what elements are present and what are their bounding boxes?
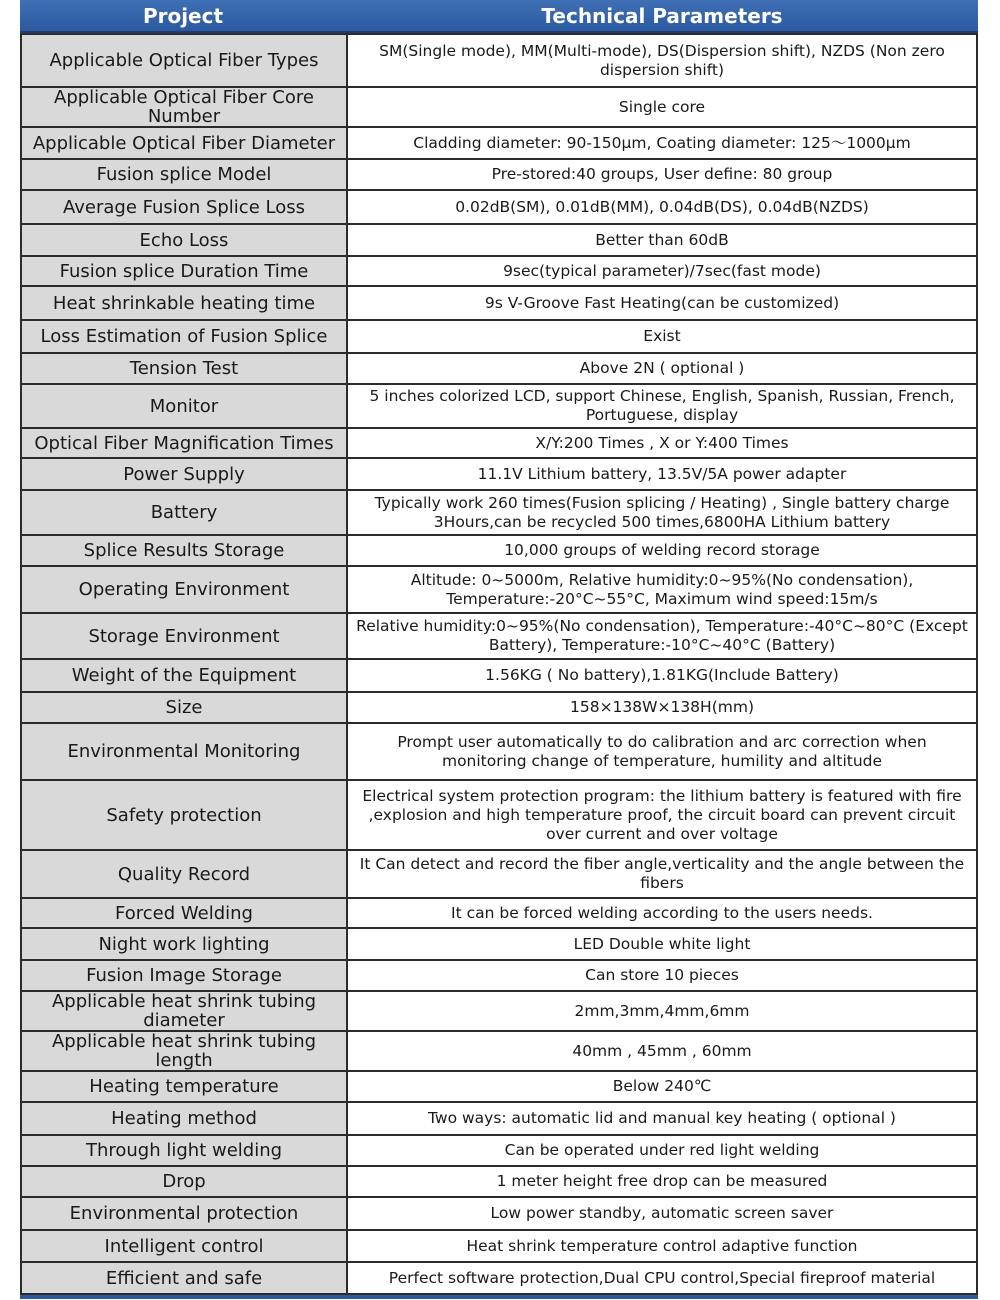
row-parameter: Forced Welding bbox=[21, 898, 347, 928]
table-row bbox=[21, 850, 977, 898]
table-row bbox=[21, 428, 977, 458]
table-row bbox=[21, 159, 977, 190]
row-parameter: Quality Record bbox=[21, 850, 347, 898]
table-row bbox=[21, 780, 977, 850]
row-parameter: Weight of the Equipment bbox=[21, 659, 347, 692]
table-row bbox=[21, 1262, 977, 1294]
table-row bbox=[21, 1197, 977, 1230]
row-parameter: Environmental Monitoring bbox=[21, 723, 347, 780]
table-row bbox=[21, 1102, 977, 1135]
row-parameter: Optical Fiber Magnification Times bbox=[21, 428, 347, 458]
row-value: It can be forced welding according to the users needs. bbox=[347, 898, 977, 928]
row-parameter: Operating Environment bbox=[21, 566, 347, 613]
row-value: 5 inches colorized LCD, support Chinese, English, Spanish, Russian, French, Portuguese, display bbox=[347, 384, 977, 428]
row-parameter: Safety protection bbox=[21, 780, 347, 850]
table-row bbox=[21, 384, 977, 428]
table-row bbox=[21, 353, 977, 384]
row-parameter: Applicable Optical Fiber Diameter bbox=[21, 127, 347, 159]
table-row bbox=[21, 898, 977, 928]
row-value: Perfect software protection,Dual CPU control,Special fireproof material bbox=[347, 1262, 977, 1294]
row-parameter: Applicable Optical Fiber Core Number bbox=[21, 87, 347, 127]
row-parameter: Heating method bbox=[21, 1102, 347, 1135]
row-value: Exist bbox=[347, 320, 977, 353]
row-parameter: Heating temperature bbox=[21, 1071, 347, 1102]
row-value: 40mm , 45mm , 60mm bbox=[347, 1031, 977, 1071]
row-value: SM(Single mode), MM(Multi-mode), DS(Dispersion shift), NZDS (Non zero dispersion shift) bbox=[347, 34, 977, 87]
table-row bbox=[21, 320, 977, 353]
row-parameter: Echo Loss bbox=[21, 224, 347, 256]
row-value: Prompt user automatically to do calibration and arc correction when monitoring change of temperature, humility and altitude bbox=[347, 723, 977, 780]
table-row bbox=[21, 1071, 977, 1102]
table-row bbox=[21, 991, 977, 1031]
row-parameter: Applicable heat shrink tubing diameter bbox=[21, 991, 347, 1031]
spec-sheet bbox=[20, 0, 978, 1299]
table-row bbox=[21, 692, 977, 723]
table-row bbox=[21, 190, 977, 224]
row-parameter: Loss Estimation of Fusion Splice bbox=[21, 320, 347, 353]
row-value: 2mm,3mm,4mm,6mm bbox=[347, 991, 977, 1031]
table-row bbox=[21, 1031, 977, 1071]
table-row bbox=[21, 535, 977, 566]
row-value: 10,000 groups of welding record storage bbox=[347, 535, 977, 566]
row-parameter: Monitor bbox=[21, 384, 347, 428]
row-value: Single core bbox=[347, 87, 977, 127]
header-technical-parameters: Technical Parameters bbox=[541, 3, 783, 28]
row-value: X/Y:200 Times , X or Y:400 Times bbox=[347, 428, 977, 458]
table-row bbox=[21, 613, 977, 659]
row-parameter: Tension Test bbox=[21, 353, 347, 384]
row-value: Two ways: automatic lid and manual key heating ( optional ) bbox=[347, 1102, 977, 1135]
row-value: 11.1V Lithium battery, 13.5V/5A power adapter bbox=[347, 458, 977, 490]
row-value: Can be operated under red light welding bbox=[347, 1135, 977, 1166]
table-row bbox=[21, 224, 977, 256]
table-row bbox=[21, 928, 977, 960]
table-row bbox=[21, 1135, 977, 1166]
table-header bbox=[20, 0, 978, 33]
row-parameter: Environmental protection bbox=[21, 1197, 347, 1230]
row-value: Below 240℃ bbox=[347, 1071, 977, 1102]
row-value: 158×138W×138H(mm) bbox=[347, 692, 977, 723]
row-value: Typically work 260 times(Fusion splicing / Heating) , Single battery charge 3Hours,can be recycled 500 times,6800HA Lithium battery bbox=[347, 490, 977, 535]
table-row bbox=[21, 34, 977, 87]
table-row bbox=[21, 127, 977, 159]
row-value: 0.02dB(SM), 0.01dB(MM), 0.04dB(DS), 0.04dB(NZDS) bbox=[347, 190, 977, 224]
table-row bbox=[21, 659, 977, 692]
table-row bbox=[21, 87, 977, 127]
row-parameter: Applicable Optical Fiber Types bbox=[21, 34, 347, 87]
row-parameter: Through light welding bbox=[21, 1135, 347, 1166]
table-row bbox=[21, 723, 977, 780]
row-parameter: Fusion splice Duration Time bbox=[21, 256, 347, 286]
row-value: 1.56KG ( No battery),1.81KG(Include Battery) bbox=[347, 659, 977, 692]
row-parameter: Efficient and safe bbox=[21, 1262, 347, 1294]
row-parameter: Size bbox=[21, 692, 347, 723]
row-value: Can store 10 pieces bbox=[347, 960, 977, 991]
row-value: 1 meter height free drop can be measured bbox=[347, 1166, 977, 1197]
table-row bbox=[21, 1230, 977, 1262]
row-value: 9s V-Groove Fast Heating(can be customized) bbox=[347, 286, 977, 320]
row-value: Above 2N ( optional ) bbox=[347, 353, 977, 384]
row-parameter: Fusion Image Storage bbox=[21, 960, 347, 991]
table-row bbox=[21, 960, 977, 991]
row-value: Cladding diameter: 90-150μm, Coating diameter: 125～1000μm bbox=[347, 127, 977, 159]
row-parameter: Heat shrinkable heating time bbox=[21, 286, 347, 320]
table-row bbox=[21, 1166, 977, 1197]
table-row bbox=[21, 286, 977, 320]
table-row bbox=[21, 256, 977, 286]
row-parameter: Power Supply bbox=[21, 458, 347, 490]
row-value: Relative humidity:0~95%(No condensation), Temperature:-40°C~80°C (Except Battery), Temperature:-10°C~40°C (Battery) bbox=[347, 613, 977, 659]
header-project: Project bbox=[142, 3, 224, 28]
row-value: Electrical system protection program: the lithium battery is featured with fire ,explosion and high temperature proof, the circuit board can prevent circuit over current and over voltage bbox=[347, 780, 977, 850]
row-parameter: Average Fusion Splice Loss bbox=[21, 190, 347, 224]
row-value: It Can detect and record the fiber angle,verticality and the angle between the fibers bbox=[347, 850, 977, 898]
row-value: 9sec(typical parameter)/7sec(fast mode) bbox=[347, 256, 977, 286]
row-value: Altitude: 0~5000m, Relative humidity:0~95%(No condensation), Temperature:-20°C~55°C, Maximum wind speed:15m/s bbox=[347, 566, 977, 613]
row-parameter: Fusion splice Model bbox=[21, 159, 347, 190]
row-parameter: Battery bbox=[21, 490, 347, 535]
table-row bbox=[21, 490, 977, 535]
table-row bbox=[21, 566, 977, 613]
row-value: Better than 60dB bbox=[347, 224, 977, 256]
row-parameter: Applicable heat shrink tubing length bbox=[21, 1031, 347, 1071]
bottom-border-bar bbox=[20, 1295, 978, 1299]
spec-table bbox=[20, 33, 978, 1295]
row-value: Pre-stored:40 groups, User define: 80 group bbox=[347, 159, 977, 190]
table-row bbox=[21, 458, 977, 490]
row-value: LED Double white light bbox=[347, 928, 977, 960]
row-parameter: Drop bbox=[21, 1166, 347, 1197]
row-value: Heat shrink temperature control adaptive function bbox=[347, 1230, 977, 1262]
row-parameter: Splice Results Storage bbox=[21, 535, 347, 566]
row-parameter: Night work lighting bbox=[21, 928, 347, 960]
row-parameter: Intelligent control bbox=[21, 1230, 347, 1262]
row-parameter: Storage Environment bbox=[21, 613, 347, 659]
row-value: Low power standby, automatic screen saver bbox=[347, 1197, 977, 1230]
